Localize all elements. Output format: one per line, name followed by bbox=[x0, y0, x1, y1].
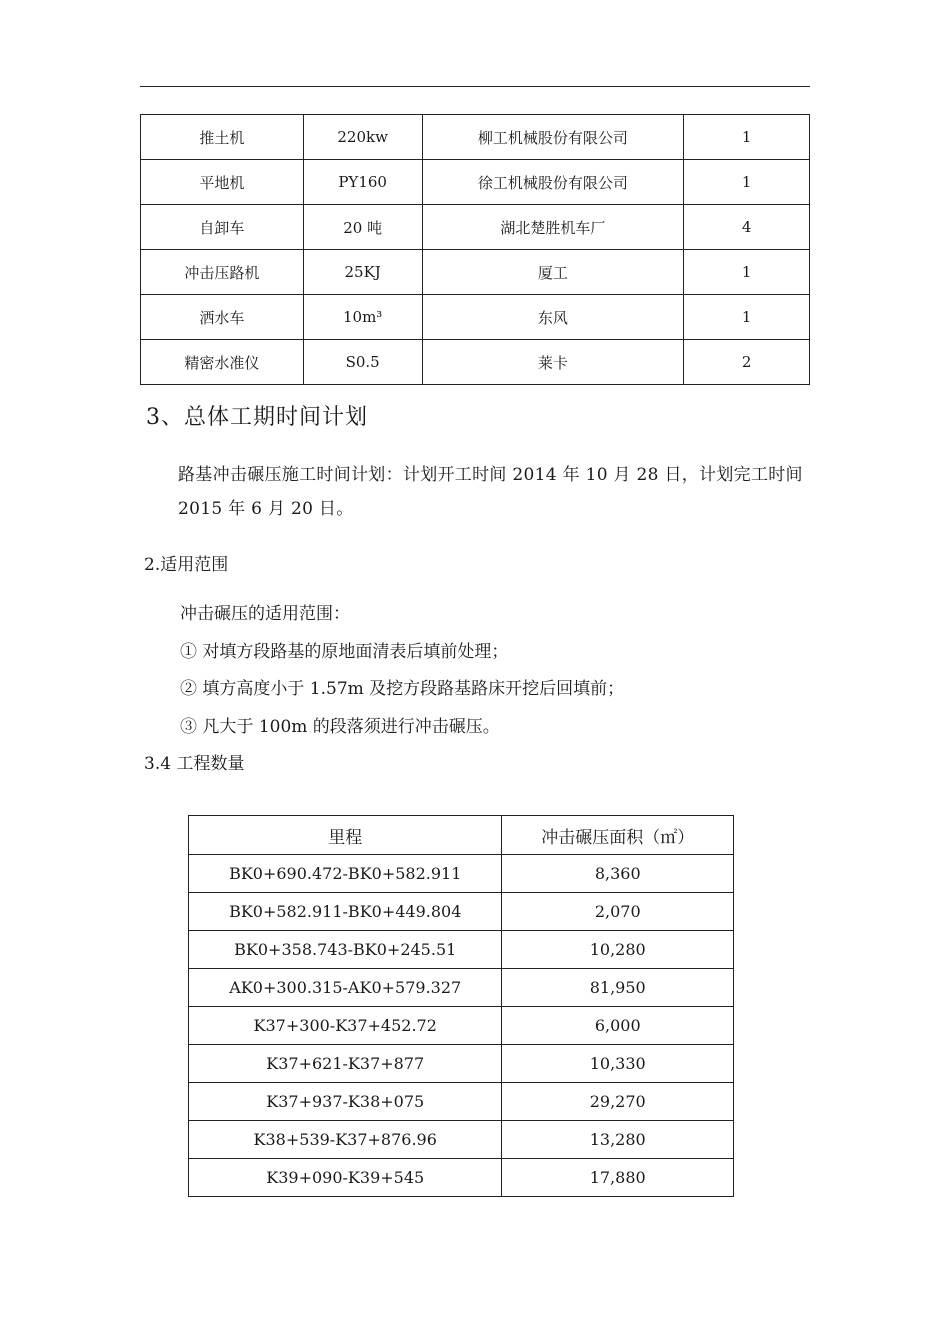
table-row bbox=[189, 1159, 734, 1197]
table-cell: 1 bbox=[684, 295, 810, 340]
table-cell: 17,880 bbox=[502, 1159, 734, 1197]
table-cell: 平地机 bbox=[141, 160, 304, 205]
table-row bbox=[189, 1007, 734, 1045]
table-cell: BK0+358.743-BK0+245.51 bbox=[189, 931, 502, 969]
table-cell: AK0+300.315-AK0+579.327 bbox=[189, 969, 502, 1007]
table-cell: 29,270 bbox=[502, 1083, 734, 1121]
table-cell: 13,280 bbox=[502, 1121, 734, 1159]
table-cell: K39+090-K39+545 bbox=[189, 1159, 502, 1197]
table-row bbox=[189, 855, 734, 893]
table-cell: 1 bbox=[684, 115, 810, 160]
table-row bbox=[189, 893, 734, 931]
table-cell: 1 bbox=[684, 160, 810, 205]
quantity-header-row bbox=[189, 816, 734, 855]
section-title-scope: 2.适用范围 bbox=[144, 555, 229, 575]
table-row bbox=[189, 1083, 734, 1121]
table-cell: BK0+690.472-BK0+582.911 bbox=[189, 855, 502, 893]
table-row bbox=[189, 1121, 734, 1159]
table-cell: 10m³ bbox=[303, 295, 422, 340]
table-cell: 自卸车 bbox=[141, 205, 304, 250]
scope-item-1: ① 对填方段路基的原地面清表后填前处理； bbox=[180, 642, 509, 662]
table-cell: 25KJ bbox=[303, 250, 422, 295]
table-row bbox=[189, 969, 734, 1007]
table-row bbox=[189, 1045, 734, 1083]
table-cell: 徐工机械股份有限公司 bbox=[422, 160, 684, 205]
quantity-table bbox=[188, 815, 734, 1197]
table-cell: 厦工 bbox=[422, 250, 684, 295]
header-rule bbox=[140, 86, 810, 87]
quantity-table-body bbox=[189, 855, 734, 1197]
table-cell: BK0+582.911-BK0+449.804 bbox=[189, 893, 502, 931]
table-cell: 2,070 bbox=[502, 893, 734, 931]
table-row bbox=[141, 295, 810, 340]
table-cell: 1 bbox=[684, 250, 810, 295]
table-cell: 2 bbox=[684, 340, 810, 385]
table-row bbox=[189, 931, 734, 969]
table-cell: 10,330 bbox=[502, 1045, 734, 1083]
table-cell: K38+539-K37+876.96 bbox=[189, 1121, 502, 1159]
scope-item-3: ③ 凡大于 100m 的段落须进行冲击碾压。 bbox=[180, 717, 500, 737]
table-cell: 20 吨 bbox=[303, 205, 422, 250]
table-cell: 莱卡 bbox=[422, 340, 684, 385]
header-mileage: 里程 bbox=[189, 816, 502, 855]
table-cell: 柳工机械股份有限公司 bbox=[422, 115, 684, 160]
section-title-schedule: 3、总体工期时间计划 bbox=[146, 405, 368, 430]
table-cell: 81,950 bbox=[502, 969, 734, 1007]
header-area: 冲击碾压面积（㎡） bbox=[502, 816, 734, 855]
table-row bbox=[141, 115, 810, 160]
table-cell: 220kw bbox=[303, 115, 422, 160]
table-cell: 4 bbox=[684, 205, 810, 250]
equipment-table bbox=[140, 114, 810, 385]
scope-intro: 冲击碾压的适用范围： bbox=[180, 604, 350, 624]
table-cell: 8,360 bbox=[502, 855, 734, 893]
table-cell: 10,280 bbox=[502, 931, 734, 969]
schedule-text: 路基冲击碾压施工时间计划：计划开工时间 2014 年 10 月 28 日，计划完工时间 2015 年 6 月 20 日。 bbox=[178, 465, 803, 519]
table-cell: S0.5 bbox=[303, 340, 422, 385]
table-cell: 6,000 bbox=[502, 1007, 734, 1045]
table-cell: K37+300-K37+452.72 bbox=[189, 1007, 502, 1045]
table-row bbox=[141, 250, 810, 295]
table-cell: 东风 bbox=[422, 295, 684, 340]
table-cell: 洒水车 bbox=[141, 295, 304, 340]
table-cell: 湖北楚胜机车厂 bbox=[422, 205, 684, 250]
table-cell: K37+937-K38+075 bbox=[189, 1083, 502, 1121]
table-row bbox=[141, 205, 810, 250]
scope-item-2: ② 填方高度小于 1.57m 及挖方段路基路床开挖后回填前； bbox=[180, 679, 625, 699]
table-cell: 精密水准仪 bbox=[141, 340, 304, 385]
section-title-quantity: 3.4 工程数量 bbox=[144, 754, 245, 774]
table-cell: K37+621-K37+877 bbox=[189, 1045, 502, 1083]
schedule-paragraph bbox=[144, 458, 810, 526]
table-cell: 推土机 bbox=[141, 115, 304, 160]
table-row bbox=[141, 340, 810, 385]
table-cell: 冲击压路机 bbox=[141, 250, 304, 295]
equipment-table-body bbox=[141, 115, 810, 385]
table-cell: PY160 bbox=[303, 160, 422, 205]
table-row bbox=[141, 160, 810, 205]
